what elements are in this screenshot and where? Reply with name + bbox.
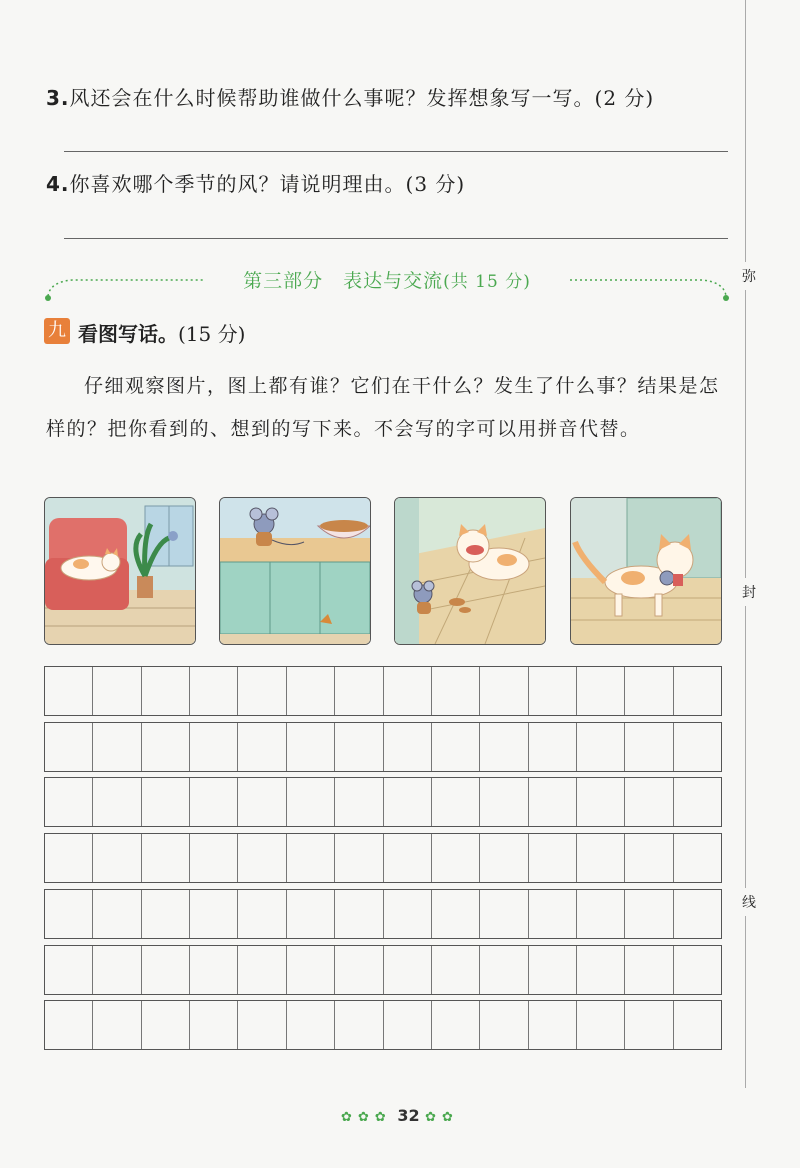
writing-grid-cell[interactable] — [287, 1001, 335, 1049]
writing-grid-cell[interactable] — [432, 778, 480, 826]
writing-grid-cell[interactable] — [190, 834, 238, 882]
writing-grid-cell[interactable] — [384, 1001, 432, 1049]
writing-grid-cell[interactable] — [674, 946, 721, 994]
writing-grid-cell[interactable] — [190, 723, 238, 771]
footer-sprout-icon-left: ✿✿✿ — [341, 1110, 392, 1125]
writing-grid-cell[interactable] — [238, 890, 286, 938]
writing-grid-cell[interactable] — [287, 667, 335, 715]
writing-grid-cell[interactable] — [432, 834, 480, 882]
writing-grid-cell[interactable] — [190, 667, 238, 715]
writing-grid-cell[interactable] — [93, 778, 141, 826]
writing-grid-cell[interactable] — [480, 834, 528, 882]
writing-grid-cell[interactable] — [625, 1001, 673, 1049]
question-3-text: 风还会在什么时候帮助谁做什么事呢？发挥想象写一写。(2 分) — [69, 86, 655, 110]
writing-grid-cell[interactable] — [674, 890, 721, 938]
writing-grid-cell[interactable] — [577, 778, 625, 826]
section-score: (共 15 分) — [443, 272, 531, 292]
writing-grid-cell[interactable] — [625, 778, 673, 826]
writing-grid-row — [44, 1000, 722, 1050]
writing-grid-row — [44, 777, 722, 827]
side-mark-xian: 线 — [742, 888, 756, 916]
writing-grid-cell[interactable] — [577, 1001, 625, 1049]
writing-grid-row — [44, 889, 722, 939]
question-3 — [46, 82, 654, 111]
question-4 — [46, 168, 465, 197]
writing-grid-cell[interactable] — [384, 667, 432, 715]
writing-grid-cell[interactable] — [335, 1001, 383, 1049]
writing-grid-cell[interactable] — [142, 890, 190, 938]
task-title-text: 看图写话。 — [78, 322, 178, 346]
writing-grid-cell[interactable] — [335, 946, 383, 994]
answer-line-q4[interactable] — [64, 238, 728, 239]
picture-cat-caught-mouse — [570, 497, 722, 645]
writing-grid-cell[interactable] — [93, 946, 141, 994]
writing-grid-cell[interactable] — [238, 667, 286, 715]
writing-grid-cell[interactable] — [45, 946, 93, 994]
writing-grid-cell[interactable] — [238, 946, 286, 994]
writing-grid-cell[interactable] — [674, 723, 721, 771]
binding-line — [745, 0, 746, 1088]
writing-grid-cell[interactable] — [529, 667, 577, 715]
writing-grid-cell[interactable] — [142, 778, 190, 826]
writing-grid-cell[interactable] — [384, 890, 432, 938]
writing-grid-cell[interactable] — [432, 667, 480, 715]
writing-grid-cell[interactable] — [45, 667, 93, 715]
writing-grid-cell[interactable] — [625, 723, 673, 771]
writing-grid-cell[interactable] — [238, 723, 286, 771]
footer-sprout-icon-right: ✿✿ — [425, 1110, 459, 1125]
writing-grid-cell[interactable] — [335, 723, 383, 771]
writing-grid-cell[interactable] — [674, 778, 721, 826]
writing-grid-cell[interactable] — [529, 890, 577, 938]
picture-cat-chasing-mouse — [394, 497, 546, 645]
task-title — [78, 318, 245, 347]
writing-grid-row — [44, 945, 722, 995]
question-4-number: 4. — [46, 172, 70, 196]
writing-grid-cell[interactable] — [190, 1001, 238, 1049]
section-title — [44, 266, 730, 293]
answer-line-q3[interactable] — [64, 151, 728, 152]
writing-grid-cell[interactable] — [335, 834, 383, 882]
writing-grid-cell[interactable] — [238, 1001, 286, 1049]
writing-grid-cell[interactable] — [577, 667, 625, 715]
writing-grid-cell[interactable] — [577, 834, 625, 882]
writing-grid-cell[interactable] — [432, 723, 480, 771]
writing-grid-cell[interactable] — [142, 946, 190, 994]
writing-grid-cell[interactable] — [432, 1001, 480, 1049]
writing-grid-cell[interactable] — [480, 667, 528, 715]
writing-grid-cell[interactable] — [480, 890, 528, 938]
writing-grid-cell[interactable] — [529, 1001, 577, 1049]
writing-grid-cell[interactable] — [93, 834, 141, 882]
question-3-number: 3. — [46, 86, 70, 110]
writing-grid-cell[interactable] — [335, 667, 383, 715]
section-title-text: 第三部分 表达与交流 — [243, 270, 444, 292]
writing-grid-cell[interactable] — [142, 834, 190, 882]
writing-grid-cell[interactable] — [480, 778, 528, 826]
writing-grid-cell[interactable] — [480, 946, 528, 994]
writing-grid-cell[interactable] — [93, 890, 141, 938]
writing-grid-cell[interactable] — [674, 667, 721, 715]
writing-grid-cell[interactable] — [238, 834, 286, 882]
writing-grid-cell[interactable] — [287, 778, 335, 826]
writing-grid-cell[interactable] — [142, 1001, 190, 1049]
writing-grid-cell[interactable] — [577, 890, 625, 938]
writing-grid-cell[interactable] — [432, 946, 480, 994]
writing-grid-cell[interactable] — [529, 946, 577, 994]
writing-grid-cell[interactable] — [625, 946, 673, 994]
writing-grid-cell[interactable] — [190, 946, 238, 994]
writing-grid-cell[interactable] — [384, 723, 432, 771]
writing-grid-cell[interactable] — [287, 946, 335, 994]
writing-grid-cell[interactable] — [335, 890, 383, 938]
instruction-paragraph: 仔细观察图片，图上都有谁？它们在干什么？发生了什么事？结果是怎样的？把你看到的、想到的写下来。不会写的字可以用拼音代替。 — [46, 375, 720, 440]
writing-grid-cell[interactable] — [45, 723, 93, 771]
writing-grid-cell[interactable] — [432, 890, 480, 938]
writing-grid-cell[interactable] — [45, 1001, 93, 1049]
writing-grid-cell[interactable] — [238, 778, 286, 826]
writing-grid-cell[interactable] — [45, 778, 93, 826]
writing-grid-cell[interactable] — [625, 834, 673, 882]
writing-grid-cell[interactable] — [625, 667, 673, 715]
task-score: (15 分) — [178, 322, 246, 346]
writing-grid-cell[interactable] — [674, 1001, 721, 1049]
picture-mouse-on-cupboard — [219, 497, 371, 645]
writing-grid-cell[interactable] — [529, 778, 577, 826]
side-mark-feng: 封 — [742, 578, 756, 606]
page-footer — [0, 1106, 800, 1125]
writing-grid-cell[interactable] — [190, 778, 238, 826]
writing-grid-row — [44, 833, 722, 883]
writing-grid-cell[interactable] — [287, 723, 335, 771]
writing-grid-cell[interactable] — [577, 723, 625, 771]
page-number: 32 — [397, 1106, 420, 1125]
task-number-badge: 九 — [44, 318, 70, 344]
side-mark-mi: 弥 — [742, 262, 756, 290]
writing-grid-cell[interactable] — [287, 890, 335, 938]
writing-grid-cell[interactable] — [287, 834, 335, 882]
writing-grid-row — [44, 666, 722, 716]
writing-grid-cell[interactable] — [674, 834, 721, 882]
picture-cat-sleeping — [44, 497, 196, 645]
writing-grid-cell[interactable] — [480, 723, 528, 771]
writing-grid-cell[interactable] — [45, 834, 93, 882]
question-4-text: 你喜欢哪个季节的风？请说明理由。(3 分) — [69, 172, 466, 196]
writing-grid-cell[interactable] — [142, 723, 190, 771]
writing-grid-cell[interactable] — [190, 890, 238, 938]
writing-grid-cell[interactable] — [529, 723, 577, 771]
writing-grid-cell[interactable] — [335, 778, 383, 826]
writing-grid-cell[interactable] — [93, 667, 141, 715]
writing-grid-cell[interactable] — [625, 890, 673, 938]
writing-grid-row — [44, 722, 722, 772]
writing-grid-cell[interactable] — [45, 890, 93, 938]
writing-grid-cell[interactable] — [577, 946, 625, 994]
section-banner — [44, 258, 730, 302]
writing-grid-cell[interactable] — [384, 834, 432, 882]
writing-grid-cell[interactable] — [384, 778, 432, 826]
writing-grid-cell[interactable] — [93, 723, 141, 771]
writing-grid-cell[interactable] — [142, 667, 190, 715]
writing-grid-cell[interactable] — [480, 1001, 528, 1049]
writing-grid-cell[interactable] — [93, 1001, 141, 1049]
writing-grid-cell[interactable] — [529, 834, 577, 882]
writing-grid-cell[interactable] — [384, 946, 432, 994]
